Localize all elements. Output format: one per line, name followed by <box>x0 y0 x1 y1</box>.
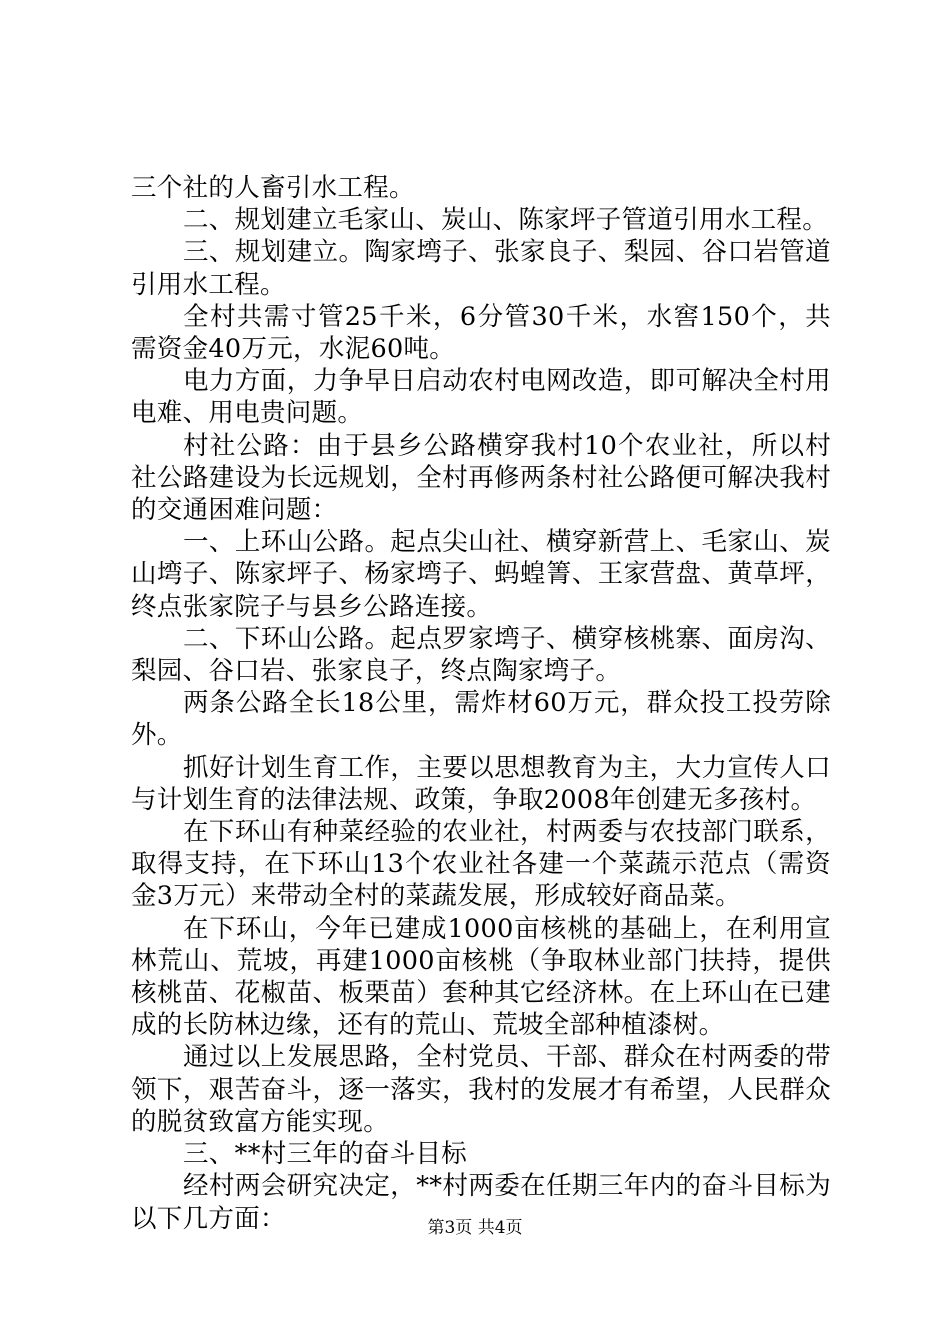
paragraph: 村社公路：由于县乡公路横穿我村10个农业社，所以村社公路建设为长远规划，全村再修两条村社公路便可解决我村的交通困难问题： <box>131 430 831 526</box>
paragraph: 全村共需寸管25千米，6分管30千米，水窖150个，共需资金40万元，水泥60吨。 <box>131 301 831 365</box>
paragraph: 三、规划建立。陶家塆子、张家良子、梨园、谷口岩管道引用水工程。 <box>131 237 831 300</box>
paragraph: 在下环山，今年已建成1000亩核桃的基础上，在利用宣林荒山、荒坡，再建1000亩核桃（争取林业部门扶持，提供核桃苗、花椒苗、板栗苗）套种其它经济林。在上环山在已建成的长防林边缘，还有的荒山、荒坡全部种植漆树。 <box>131 913 831 1041</box>
paragraph: 两条公路全长18公里，需炸材60万元，群众投工投劳除外。 <box>131 688 831 751</box>
section-heading: 三、**村三年的奋斗目标 <box>183 1139 468 1170</box>
paragraph: 抓好计划生育工作，主要以思想教育为主，大力宣传人口与计划生育的法律法规、政策，争取2008年创建无多孩村。 <box>131 752 831 815</box>
paragraph: 二、下环山公路。起点罗家塆子、横穿核桃寨、面房沟、梨园、谷口岩、张家良子，终点陶家塆子。 <box>131 623 831 687</box>
paragraph: 一、上环山公路。起点尖山社、横穿新营上、毛家山、炭山塆子、陈家坪子、杨家塆子、蚂蝗箐、王家营盘、黄草坪，终点张家院子与县乡公路连接。 <box>131 527 831 622</box>
paragraph: 二、规划建立毛家山、炭山、陈家坪子管道引用水工程。 <box>183 205 829 236</box>
paragraph-continuation: 三个社的人畜引水工程。 <box>131 173 415 203</box>
paragraph: 经村两会研究决定，**村两委在任期三年内的奋斗目标为以下几方面： <box>131 1171 831 1234</box>
page-number-footer: 第3页 共4页 <box>427 1218 523 1238</box>
paragraph: 通过以上发展思路，全村党员、干部、群众在村两委的带领下，艰苦奋斗，逐一落实，我村的发展才有希望，人民群众的脱贫致富方能实现。 <box>131 1042 831 1137</box>
paragraph: 在下环山有种菜经验的农业社，村两委与农技部门联系，取得支持，在下环山13个农业社各建一个菜蔬示范点（需资金3万元）来带动全村的菜蔬发展，形成较好商品菜。 <box>131 817 831 912</box>
document-body <box>131 172 831 1235</box>
paragraph: 电力方面，力争早日启动农村电网改造，即可解决全村用电难、用电贵问题。 <box>131 366 831 429</box>
